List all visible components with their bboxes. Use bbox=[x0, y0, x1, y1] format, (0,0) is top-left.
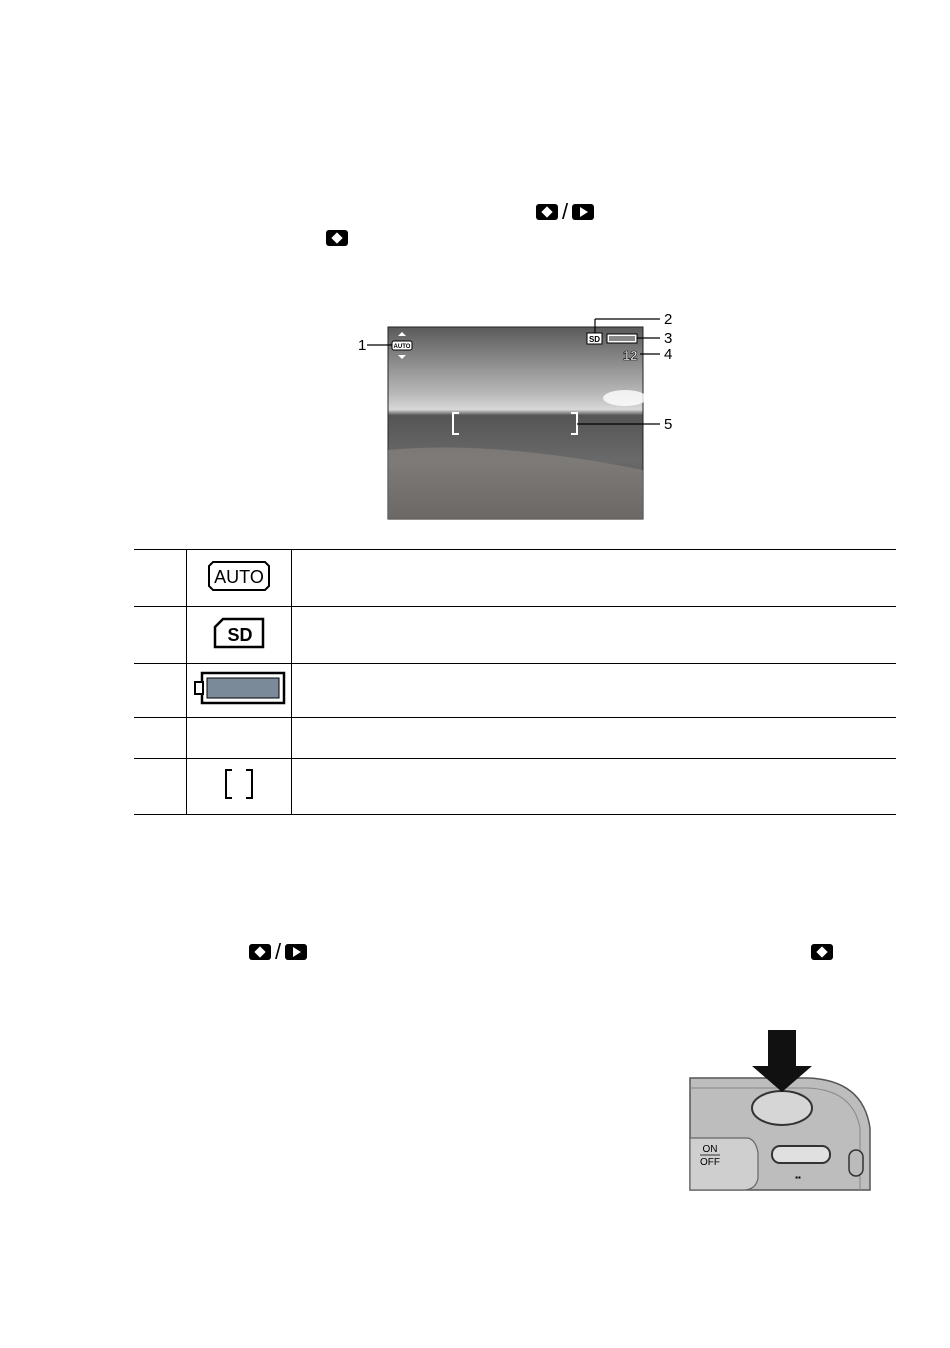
indicator-table bbox=[134, 549, 896, 815]
table-row bbox=[134, 550, 896, 607]
shots-remaining-overlay: 12 bbox=[623, 348, 638, 363]
svg-text:SD: SD bbox=[588, 335, 601, 344]
camera-icon bbox=[811, 944, 833, 965]
svg-text:SD: SD bbox=[227, 624, 253, 645]
table-row bbox=[134, 759, 896, 815]
callout-2: 2 bbox=[664, 311, 673, 328]
off-label: OFF bbox=[700, 1157, 720, 1168]
playback-icon bbox=[285, 944, 307, 960]
table-row bbox=[134, 607, 896, 664]
camera-icon bbox=[326, 230, 348, 251]
video-button-illustration bbox=[772, 1146, 830, 1163]
focus-brackets-icon bbox=[222, 767, 256, 801]
svg-text:AUTO: AUTO bbox=[214, 566, 264, 587]
svg-text:AUTO: AUTO bbox=[393, 344, 411, 350]
playback-icon bbox=[572, 204, 594, 220]
auto-icon bbox=[207, 560, 271, 592]
video-icon: ▪▪ bbox=[795, 1173, 801, 1182]
callout-1: 1 bbox=[358, 337, 367, 354]
camera-icon bbox=[536, 204, 558, 220]
table-row bbox=[134, 718, 896, 759]
on-label: ON bbox=[702, 1144, 718, 1155]
camera-playback-switch-icon: / bbox=[536, 204, 594, 220]
callout-5: 5 bbox=[664, 416, 673, 433]
live-view-figure bbox=[355, 310, 685, 525]
camera-icon bbox=[249, 944, 271, 960]
callout-4: 4 bbox=[664, 346, 673, 363]
camera-top-illustration bbox=[688, 1028, 874, 1203]
callout-3: 3 bbox=[664, 330, 673, 347]
camera-playback-switch-icon: / bbox=[249, 944, 307, 960]
table-row bbox=[134, 664, 896, 718]
sd-card-icon bbox=[213, 617, 265, 649]
battery-icon bbox=[192, 671, 286, 705]
shutter-button-illustration bbox=[752, 1091, 812, 1125]
